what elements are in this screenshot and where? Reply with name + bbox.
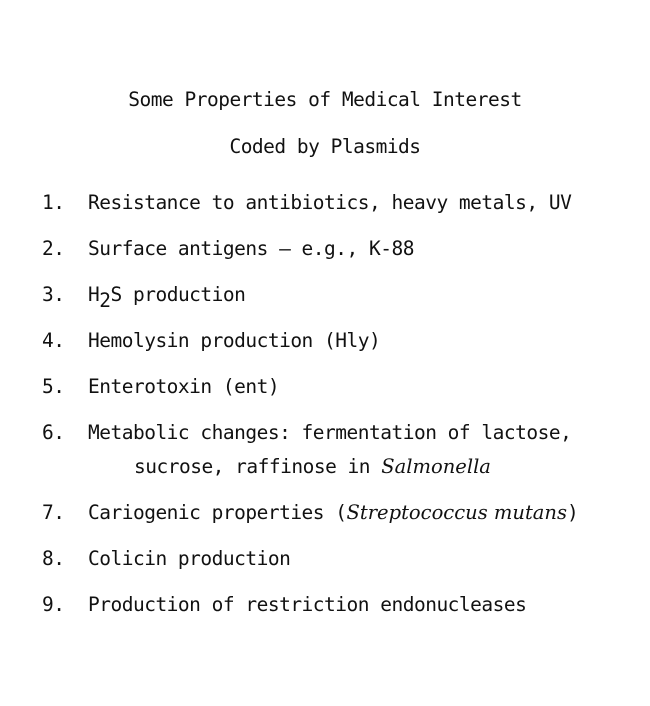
item-text: Production of restriction endonucleases <box>88 593 527 616</box>
title-line-1: Some Properties of Medical Interest <box>128 88 522 111</box>
item-number: 4. <box>42 329 65 352</box>
item-text <box>88 283 246 312</box>
item-text-continuation <box>134 455 491 478</box>
italic-species: Streptococcus mutans <box>346 501 567 524</box>
item-text-pre: H <box>88 283 100 306</box>
item-number: 8. <box>42 547 65 570</box>
item-text-pre: Cariogenic properties ( <box>88 501 347 524</box>
item-number: 7. <box>42 501 65 524</box>
item-number: 9. <box>42 593 65 616</box>
item-text: Hemolysin production (Hly) <box>88 329 381 352</box>
item-text: Surface antigens — e.g., K-88 <box>88 237 414 260</box>
subscript-2: 2 <box>99 289 111 312</box>
item-text: Resistance to antibiotics, heavy metals, UV <box>88 191 572 214</box>
item-text: Enterotoxin (ent) <box>88 375 280 398</box>
item-text-post: S production <box>110 283 246 306</box>
italic-genus: Salmonella <box>381 455 491 478</box>
continuation-text: sucrose, raffinose in <box>134 455 382 478</box>
item-text: Colicin production <box>88 547 291 570</box>
item-text <box>88 501 578 524</box>
item-text: Metabolic changes: fermentation of lactose, <box>88 421 572 444</box>
item-number: 3. <box>42 283 65 306</box>
item-number: 2. <box>42 237 65 260</box>
item-number: 5. <box>42 375 65 398</box>
item-number: 1. <box>42 191 65 214</box>
item-text-post: ) <box>567 501 579 524</box>
title-line-2: Coded by Plasmids <box>229 135 421 158</box>
item-number: 6. <box>42 421 65 444</box>
